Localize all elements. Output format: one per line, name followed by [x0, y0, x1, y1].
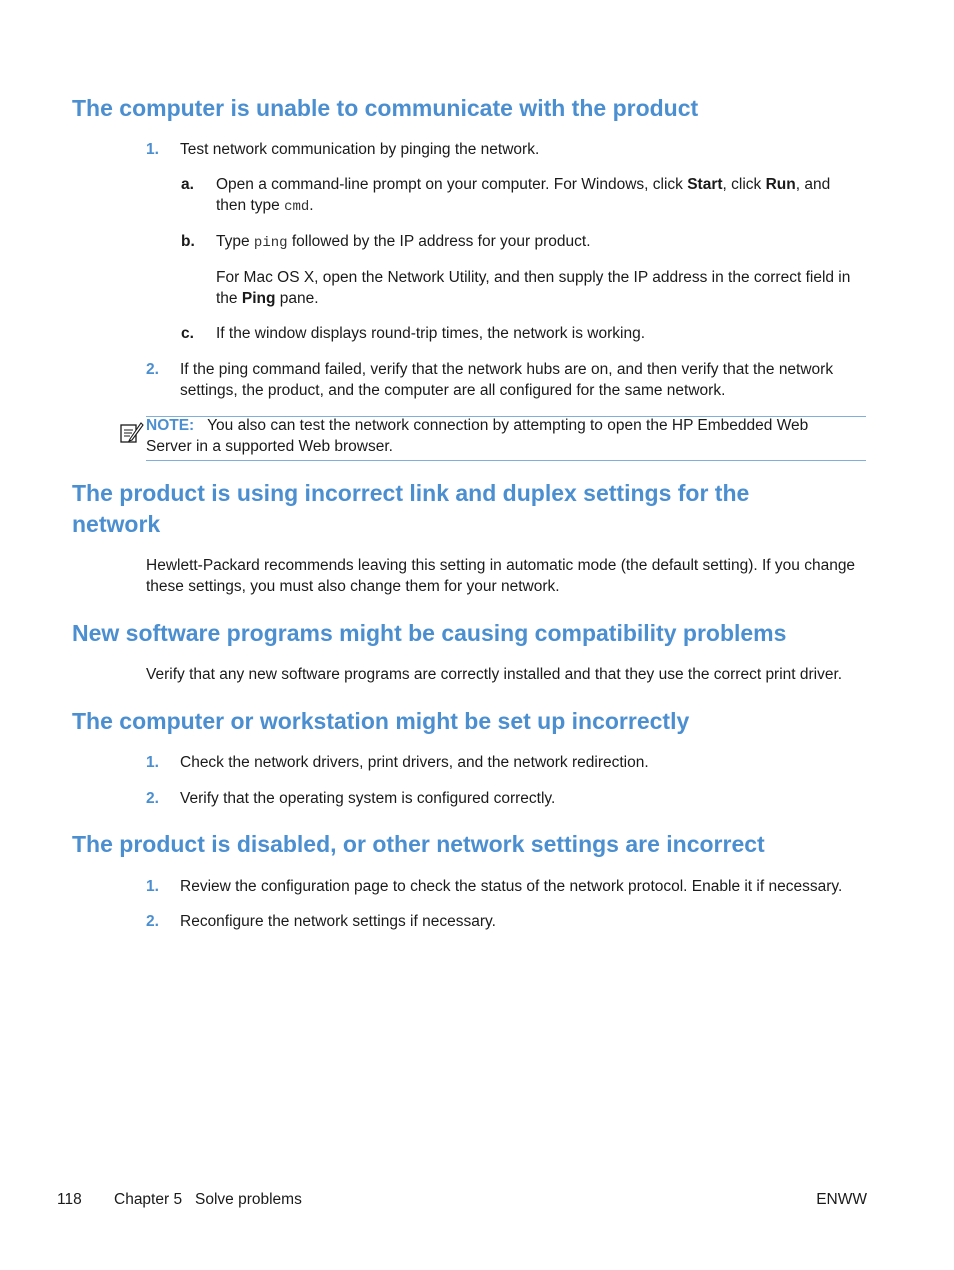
substep-text: then type cmd. — [216, 197, 314, 215]
step-text: Reconfigure the network settings if necessary. — [180, 913, 496, 930]
section-heading-workstation: The computer or workstation might be set up incorrectly — [72, 708, 690, 734]
footer-chapter: Chapter 5 Solve problems — [114, 1191, 302, 1208]
substep-text: If the window displays round-trip times, the network is working. — [216, 325, 646, 342]
step-text: If the ping command failed, verify that the network hubs are on, and then verify that the network — [180, 361, 834, 378]
substep-text: Open a command-line prompt on your computer. For Windows, click Start, click Run, and — [216, 176, 831, 193]
section-heading-link-duplex-cont: network — [72, 511, 161, 537]
step-text: Review the configuration page to check the status of the network protocol. Enable it if necessary. — [180, 878, 843, 895]
substep-paragraph: the Ping pane. — [216, 290, 319, 307]
substep-paragraph: For Mac OS X, open the Network Utility, and then supply the IP address in the correct field in — [216, 269, 851, 286]
step-text: Check the network drivers, print drivers, and the network redirection. — [180, 754, 649, 771]
section-heading-link-duplex: The product is using incorrect link and duplex settings for the — [72, 480, 750, 506]
body-text: Hewlett-Packard recommends leaving this setting in automatic mode (the default setting). If you change — [146, 557, 856, 574]
section-heading-disabled: The product is disabled, or other network settings are incorrect — [72, 831, 765, 857]
step-number: 1. — [146, 141, 159, 158]
substep-text: Type ping followed by the IP address for your product. — [216, 233, 591, 251]
step-number: 1. — [146, 878, 159, 895]
step-text: Test network communication by pinging the network. — [180, 141, 540, 158]
step-number: 2. — [146, 361, 159, 378]
body-text: these settings, you must also change them for your network. — [146, 578, 560, 595]
section-heading-communicate: The computer is unable to communicate with the product — [72, 95, 699, 121]
note-text: Server in a supported Web browser. — [146, 438, 393, 455]
step-number: 1. — [146, 754, 159, 771]
footer-locale: ENWW — [816, 1191, 867, 1208]
step-number: 2. — [146, 790, 159, 807]
note-icon — [118, 420, 144, 444]
substep-letter: c. — [181, 325, 194, 342]
substep-letter: a. — [181, 176, 194, 193]
step-text: settings, the product, and the computer are all configured for the same network. — [180, 382, 726, 399]
section-heading-software: New software programs might be causing compatibility problems — [72, 620, 787, 646]
step-text: Verify that the operating system is configured correctly. — [180, 790, 556, 807]
body-text: Verify that any new software programs are correctly installed and that they use the correct print driver. — [146, 666, 843, 683]
substep-letter: b. — [181, 233, 195, 250]
note-text: NOTE: You also can test the network connection by attempting to open the HP Embedded Web — [146, 417, 809, 434]
step-number: 2. — [146, 913, 159, 930]
footer-page-number: 118 — [57, 1191, 82, 1208]
note-label: NOTE: — [146, 417, 195, 434]
